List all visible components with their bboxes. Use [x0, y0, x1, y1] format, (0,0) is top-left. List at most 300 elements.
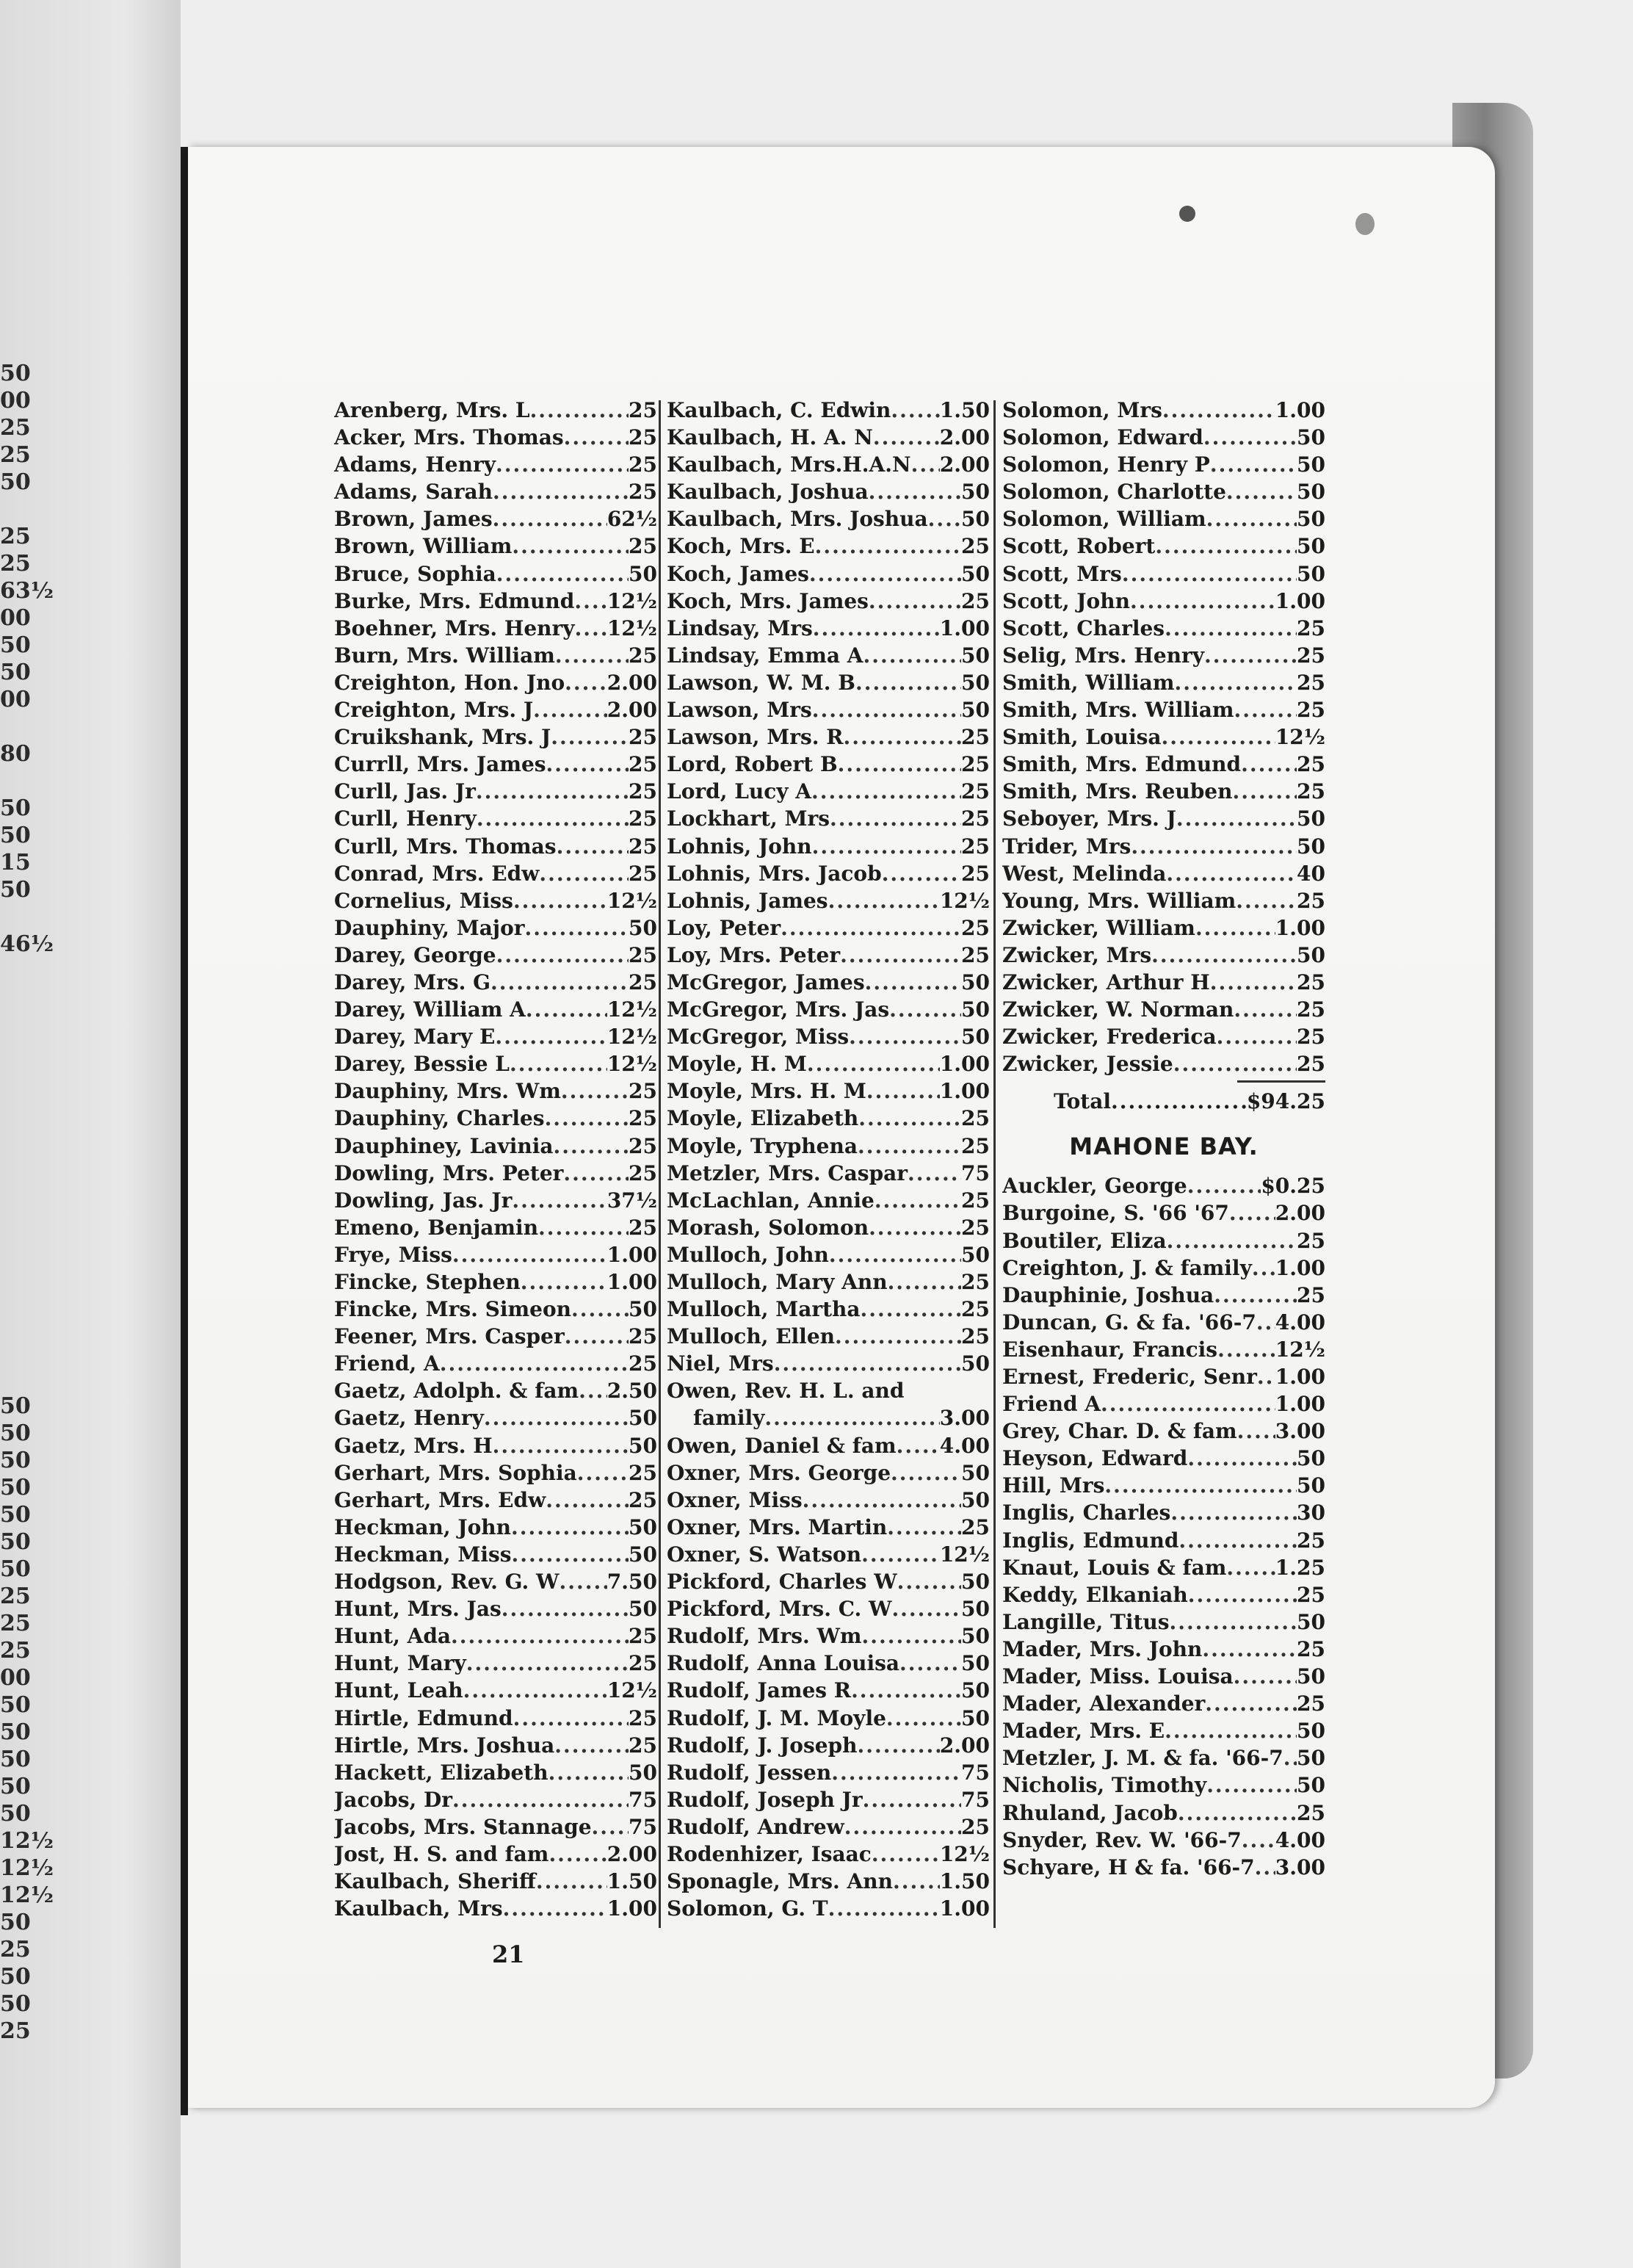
- list-item: [1002, 1499, 1325, 1526]
- subscriber-name: Smith, Mrs. Edmund: [1002, 752, 1242, 777]
- facing-page-amount: 12½: [0, 1828, 54, 1854]
- subscriber-name: Kaulbach, C. Edwin: [667, 398, 891, 422]
- subscription-amount: 25: [1297, 752, 1325, 777]
- subscription-amount: 25: [629, 1133, 657, 1158]
- facing-page-amount: [0, 1066, 44, 1094]
- subscriber-name: Burgoine, S. '66 '67: [1002, 1201, 1229, 1226]
- subscriber-name: Duncan, G. & fa. '66-7: [1002, 1310, 1256, 1335]
- subscriber-name: Scott, Robert: [1002, 534, 1156, 559]
- list-item: [667, 723, 990, 751]
- subscriber-name: Metzler, Mrs. Caspar: [667, 1160, 908, 1185]
- list-item: [667, 1404, 990, 1431]
- subscriber-name: Mulloch, John: [667, 1242, 829, 1267]
- subscription-amount: 25: [629, 861, 657, 886]
- subscription-amount: 2.00: [1275, 1201, 1325, 1226]
- list-item: [334, 1268, 657, 1296]
- list-item: [1002, 833, 1325, 860]
- list-item: [1002, 1608, 1325, 1636]
- subscription-amount: 50: [629, 1433, 657, 1458]
- subscription-amount: 50: [629, 1406, 657, 1431]
- list-item: [667, 1595, 990, 1622]
- subscriber-name: Zwicker, William: [1002, 915, 1195, 940]
- list-item: [667, 969, 990, 996]
- list-item: [334, 1813, 657, 1841]
- subscriber-name: Scott, Mrs: [1002, 561, 1122, 586]
- subscription-amount: 1.00: [1275, 398, 1325, 422]
- list-item: [667, 615, 990, 642]
- subscription-amount: 50: [961, 480, 990, 505]
- subscriber-name: Darey, Mary E: [334, 1025, 496, 1050]
- subscriber-name: Darey, Bessie L: [334, 1052, 510, 1077]
- list-item: [334, 478, 657, 505]
- subscriber-name: Lawson, W. M. B: [667, 670, 855, 695]
- list-item: [334, 1323, 657, 1350]
- list-item: [667, 1868, 990, 1895]
- list-item: [1002, 1690, 1325, 1717]
- subscriber-name: McGregor, James: [667, 969, 865, 994]
- subscription-amount: 25: [961, 1297, 990, 1322]
- subscription-amount: 12½: [607, 1052, 657, 1077]
- subscription-amount: 50: [1297, 806, 1325, 831]
- facing-page-amount: [0, 985, 44, 1012]
- subscription-amount: 25: [629, 1106, 657, 1131]
- subscription-amount: 25: [1297, 698, 1325, 723]
- subscriber-name: Smith, William: [1002, 670, 1175, 695]
- subscription-amount: 1.00: [939, 1052, 990, 1077]
- list-item: [667, 1023, 990, 1050]
- list-item: [334, 1350, 657, 1377]
- subscriber-name: family: [693, 1406, 765, 1431]
- subscriber-name: Rodenhizer, Isaac: [667, 1841, 872, 1866]
- facing-page-amount: 25: [0, 1937, 31, 1962]
- subscription-amount: 25: [629, 725, 657, 750]
- list-item: [667, 505, 990, 532]
- subscription-amount: 12½: [607, 615, 657, 640]
- subscriber-name: Knaut, Louis & fam: [1002, 1555, 1227, 1580]
- list-item: [334, 1568, 657, 1595]
- facing-page-amount: 63½: [0, 578, 54, 604]
- subscription-amount: 25: [629, 1079, 657, 1104]
- subscription-amount: 25: [1297, 1025, 1325, 1050]
- subscription-amount: 50: [961, 1651, 990, 1676]
- column-rule: [659, 400, 661, 1928]
- subscriber-name: Jacobs, Dr: [334, 1787, 452, 1812]
- list-item: [1002, 505, 1325, 532]
- subscription-amount: 25: [961, 861, 990, 886]
- list-item: [334, 1077, 657, 1105]
- subscription-amount: 1.50: [939, 398, 990, 422]
- list-item: [334, 1786, 657, 1813]
- subscriber-name: Solomon, G. T: [667, 1896, 828, 1921]
- subscriber-name: Gerhart, Mrs. Edw: [334, 1487, 546, 1512]
- subscription-amount: 25: [629, 425, 657, 450]
- subscriber-name: Lockhart, Mrs: [667, 806, 830, 831]
- subscriber-name: Curll, Mrs. Thomas: [334, 834, 557, 859]
- list-item: [1002, 723, 1325, 751]
- subscription-amount: 50: [1297, 1446, 1325, 1471]
- list-item: [667, 1895, 990, 1922]
- subscription-amount: 12½: [939, 888, 990, 913]
- list-item: [667, 560, 990, 588]
- list-item: [667, 424, 990, 451]
- list-item: [334, 914, 657, 942]
- subscription-amount: 4.00: [939, 1433, 990, 1458]
- subscription-amount: 1.00: [939, 615, 990, 640]
- book-gutter: [181, 147, 188, 2115]
- subscription-amount: 2.00: [607, 670, 657, 695]
- facing-page: [0, 0, 181, 2268]
- subscription-amount: 75: [961, 1787, 990, 1812]
- subscriber-name: Dauphinie, Joshua: [1002, 1282, 1214, 1307]
- subscriber-name: Kaulbach, H. A. N: [667, 425, 873, 450]
- subscriber-name: Curll, Henry: [334, 806, 477, 831]
- subscription-amount: 12½: [939, 1542, 990, 1567]
- list-item: [1002, 642, 1325, 669]
- subscriber-name: Frye, Miss: [334, 1242, 452, 1267]
- list-item: [1002, 1050, 1325, 1077]
- facing-page-amount: 50: [0, 1964, 31, 1990]
- list-item: [334, 1487, 657, 1514]
- subscription-amount: 25: [629, 1624, 657, 1649]
- subscription-amount: 62½: [607, 507, 657, 532]
- list-item: [667, 751, 990, 778]
- subscriber-name: Creighton, Mrs. J: [334, 698, 534, 723]
- facing-page-amount: 00: [0, 388, 31, 413]
- subscription-amount: 25: [1297, 997, 1325, 1022]
- list-item: [1002, 1254, 1325, 1282]
- list-item: [667, 1105, 990, 1132]
- subscriber-name: Friend, A: [334, 1351, 440, 1376]
- list-item: [334, 696, 657, 723]
- subscription-amount: 25: [1297, 1800, 1325, 1825]
- subscriber-name: Koch, James: [667, 561, 809, 586]
- subscription-amount: 50: [961, 1460, 990, 1485]
- subscriber-name: Mulloch, Mary Ann: [667, 1270, 888, 1294]
- list-item: [667, 1323, 990, 1350]
- list-item: [334, 1622, 657, 1650]
- subscription-amount: 50: [629, 915, 657, 940]
- subscriber-name: Mader, Alexander: [1002, 1691, 1206, 1716]
- subscription-amount: 25: [961, 942, 990, 967]
- subscription-amount: 25: [629, 452, 657, 477]
- subscriber-name: Mulloch, Ellen: [667, 1324, 835, 1349]
- subscription-amount: 3.00: [939, 1406, 990, 1431]
- subscription-amount: 25: [629, 1215, 657, 1240]
- facing-page-amount: 50: [0, 1747, 31, 1772]
- subscriber-name: Hunt, Mrs. Jas: [334, 1597, 502, 1622]
- subscription-amount: 25: [629, 1487, 657, 1512]
- subscriber-name: Loy, Mrs. Peter: [667, 942, 841, 967]
- list-item: [667, 887, 990, 914]
- subscriber-name: Lord, Robert B: [667, 752, 838, 777]
- subscription-amount: 25: [961, 834, 990, 859]
- subscription-amount: 50: [1297, 1746, 1325, 1771]
- subscription-amount: 12½: [607, 997, 657, 1022]
- facing-page-amount: 46½: [0, 931, 54, 957]
- subscription-amount: 25: [1297, 1691, 1325, 1716]
- subscription-amount: 25: [1297, 969, 1325, 994]
- list-item: [1002, 1445, 1325, 1472]
- list-item: [1002, 1854, 1325, 1881]
- subscriber-name: Darey, Mrs. G: [334, 969, 490, 994]
- list-item: [1002, 615, 1325, 642]
- facing-page-amount: 50: [0, 877, 31, 903]
- subscription-amount: 25: [961, 1514, 990, 1539]
- list-item: [667, 1841, 990, 1868]
- subscriber-name: Loy, Peter: [667, 915, 781, 940]
- subscription-amount: 50: [961, 698, 990, 723]
- subscription-amount: 50: [1297, 452, 1325, 477]
- subscriber-name: Dauphiney, Lavinia: [334, 1133, 554, 1158]
- list-item: [1002, 942, 1325, 969]
- list-item: [334, 1404, 657, 1431]
- subscription-amount: 2.00: [939, 452, 990, 477]
- subscription-amount: 2.00: [939, 1733, 990, 1758]
- list-item: [1002, 1309, 1325, 1336]
- list-item: [667, 805, 990, 832]
- subscriber-name: Dauphiny, Charles: [334, 1106, 545, 1131]
- facing-page-amount: 25: [0, 442, 31, 468]
- list-item: [334, 1650, 657, 1677]
- subscription-amount: 50: [961, 1705, 990, 1730]
- subscription-amount: 25: [1297, 1636, 1325, 1661]
- subscriber-name: Conrad, Mrs. Edw: [334, 861, 540, 886]
- subscriber-name: Lohnis, John: [667, 834, 812, 859]
- list-item: [334, 996, 657, 1023]
- subscriber-name: Kaulbach, Mrs. Joshua: [667, 507, 928, 532]
- subscriber-name: Nicholis, Timothy: [1002, 1773, 1207, 1798]
- subscriber-name: Adams, Henry: [334, 452, 496, 477]
- subscriber-name: Kaulbach, Mrs.H.A.N: [667, 452, 911, 477]
- list-item: [334, 1432, 657, 1459]
- facing-page-amount: 25: [0, 1583, 31, 1609]
- list-item: [667, 1705, 990, 1732]
- list-item: [334, 642, 657, 669]
- subscription-amount: 30: [1297, 1500, 1325, 1525]
- subscriber-name: Creighton, Hon. Jno: [334, 670, 565, 695]
- facing-page-amount: 50: [0, 1774, 31, 1799]
- subscription-amount: 1.00: [1275, 915, 1325, 940]
- column-rule: [993, 400, 996, 1928]
- subscriber-name: Hodgson, Rev. G. W: [334, 1570, 560, 1595]
- subscription-amount: 50: [961, 561, 990, 586]
- subscriber-name: Arenberg, Mrs. L: [334, 398, 530, 422]
- facing-page-amount: 80: [0, 741, 31, 767]
- list-item: [1002, 397, 1325, 424]
- subscriber-name: Young, Mrs. William: [1002, 888, 1236, 913]
- list-item: [334, 560, 657, 588]
- subscription-amount: 25: [961, 1215, 990, 1240]
- subscription-amount: 75: [961, 1760, 990, 1785]
- list-item: [667, 478, 990, 505]
- subscription-amount: 12½: [939, 1841, 990, 1866]
- facing-page-amount: [0, 496, 44, 523]
- list-item: [334, 1595, 657, 1622]
- list-item: [334, 1296, 657, 1323]
- subscriber-name: Lindsay, Emma A: [667, 643, 863, 668]
- facing-page-amounts: [0, 360, 54, 2045]
- subscription-amount: 25: [629, 480, 657, 505]
- subscription-amount: 25: [961, 779, 990, 804]
- subscription-amount: 25: [961, 1270, 990, 1294]
- subscription-amount: 50: [1297, 561, 1325, 586]
- subscription-amount: 25: [961, 1188, 990, 1213]
- list-item: [667, 1514, 990, 1541]
- subscriber-name: Boutiler, Eliza: [1002, 1228, 1167, 1253]
- subscriber-name: Heckman, Miss: [334, 1542, 512, 1567]
- subscription-amount: 12½: [1275, 1337, 1325, 1362]
- subscriber-name: Bruce, Sophia: [334, 561, 496, 586]
- subscriber-name: Rudolf, J. M. Moyle: [667, 1705, 886, 1730]
- list-item: [1002, 1172, 1325, 1199]
- facing-page-amount: 12½: [0, 1855, 54, 1881]
- subscriber-name: Gaetz, Henry: [334, 1406, 484, 1431]
- facing-page-amount: 25: [0, 1611, 31, 1636]
- list-item: [1002, 560, 1325, 588]
- list-item: [334, 778, 657, 805]
- subscription-amount: 25: [1297, 643, 1325, 668]
- subscriber-name: Grey, Char. D. & fam: [1002, 1419, 1237, 1444]
- list-item: [1002, 696, 1325, 723]
- facing-page-amount: 00: [0, 1665, 31, 1691]
- list-item: [667, 1568, 990, 1595]
- subscriber-name: Heckman, John: [334, 1514, 511, 1539]
- subscriber-name: Fincke, Mrs. Simeon: [334, 1297, 571, 1322]
- subscriber-name: Ernest, Frederic, Senr: [1002, 1365, 1257, 1389]
- subscription-amount: 50: [961, 643, 990, 668]
- facing-page-amount: 25: [0, 524, 31, 549]
- list-item: [667, 1813, 990, 1841]
- subscriber-name: McGregor, Mrs. Jas: [667, 997, 890, 1022]
- subscription-amount: 50: [1297, 1473, 1325, 1498]
- subscription-amount: 25: [1297, 670, 1325, 695]
- list-item: [667, 1786, 990, 1813]
- subscription-amount: 50: [961, 1487, 990, 1512]
- subscriber-name: Seboyer, Mrs. J: [1002, 806, 1176, 831]
- facing-page-amount: 50: [0, 1692, 31, 1718]
- subscriber-name: Sponagle, Mrs. Ann: [667, 1869, 893, 1894]
- list-item: [667, 588, 990, 615]
- subscription-amount: 25: [1297, 1582, 1325, 1607]
- list-item: [334, 887, 657, 914]
- facing-page-amount: 50: [0, 823, 31, 848]
- subscription-amount: 1.00: [1275, 1255, 1325, 1280]
- subscriber-name: Schyare, H & fa. '66-7: [1002, 1855, 1255, 1879]
- facing-page-amount: 50: [0, 1910, 31, 1935]
- subscriber-name: Darey, George: [334, 942, 496, 967]
- list-item: [667, 833, 990, 860]
- subscriber-name: Rudolf, Anna Louisa: [667, 1651, 900, 1676]
- list-item: [334, 1459, 657, 1487]
- list-item: [334, 1677, 657, 1704]
- list-item: [334, 942, 657, 969]
- subscription-amount: $0.25: [1261, 1174, 1325, 1199]
- subscription-amount: 3.00: [1275, 1419, 1325, 1444]
- subscriber-name: Zwicker, Arthur H: [1002, 969, 1210, 994]
- subscription-amount: 25: [1297, 779, 1325, 804]
- list-item: [1002, 1390, 1325, 1418]
- list-item: [1002, 1363, 1325, 1390]
- facing-page-amount: 15: [0, 850, 31, 875]
- subscriber-name: Snyder, Rev. W. '66-7: [1002, 1827, 1242, 1852]
- subscription-amount: 1.50: [607, 1869, 657, 1894]
- list-item: [334, 669, 657, 696]
- facing-page-amount: [0, 1148, 44, 1175]
- subscription-amount: 1.00: [607, 1270, 657, 1294]
- subscriber-name: Solomon, Edward: [1002, 425, 1203, 450]
- subscriber-name: Trider, Mrs: [1002, 834, 1131, 859]
- subscriber-name: Solomon, Mrs: [1002, 398, 1162, 422]
- subscriber-name: Dauphiny, Major: [334, 915, 525, 940]
- subscriber-name: Hunt, Leah: [334, 1678, 463, 1703]
- page-speck: [1179, 206, 1195, 222]
- list-item: [667, 1160, 990, 1187]
- list-item: [334, 451, 657, 478]
- subscription-amount: 50: [961, 997, 990, 1022]
- list-item: [667, 1650, 990, 1677]
- subscriber-name: Cornelius, Miss: [334, 888, 513, 913]
- list-item: [667, 1296, 990, 1323]
- subscriber-name: Oxner, S. Watson: [667, 1542, 862, 1567]
- list-item: [667, 1077, 990, 1105]
- list-item: [1002, 1581, 1325, 1608]
- list-item: [667, 1050, 990, 1077]
- list-item: [667, 1432, 990, 1459]
- list-item: [334, 532, 657, 560]
- subscriber-name: Mulloch, Martha: [667, 1297, 861, 1322]
- list-item: [334, 833, 657, 860]
- facing-page-amount: [0, 1338, 44, 1365]
- list-item: [667, 1268, 990, 1296]
- subscription-amount: 25: [1297, 1282, 1325, 1307]
- list-item: [1002, 1418, 1325, 1445]
- list-item: [334, 1214, 657, 1241]
- subscription-amount: 3.00: [1275, 1855, 1325, 1879]
- facing-page-amount: [0, 768, 44, 795]
- subscription-amount: 1.50: [939, 1869, 990, 1894]
- facing-page-amount: [0, 1202, 44, 1229]
- subscription-amount: 50: [961, 1597, 990, 1622]
- subscriber-name: Auckler, George: [1002, 1174, 1187, 1199]
- facing-page-amount: [0, 1229, 44, 1257]
- list-item: [1002, 1227, 1325, 1254]
- subscription-amount: 50: [1297, 1664, 1325, 1689]
- subscription-amount: 50: [1297, 480, 1325, 505]
- list-item: [667, 1759, 990, 1786]
- subscription-amount: 4.00: [1275, 1827, 1325, 1852]
- subscription-amount: 25: [629, 1324, 657, 1349]
- subscription-amount: 25: [629, 806, 657, 831]
- facing-page-amount: 25: [0, 2018, 31, 2044]
- list-item: [1002, 1527, 1325, 1554]
- list-item: [334, 1187, 657, 1214]
- subscription-amount: 50: [1297, 507, 1325, 532]
- subscription-amount: 50: [961, 1351, 990, 1376]
- facing-page-amount: 12½: [0, 1882, 54, 1908]
- subscriber-name: Burke, Mrs. Edmund: [334, 588, 575, 613]
- list-item: [1002, 1663, 1325, 1690]
- subscription-amount: 25: [961, 806, 990, 831]
- subscription-amount: 75: [629, 1814, 657, 1839]
- subscriber-name: Burn, Mrs. William: [334, 643, 555, 668]
- subscription-amount: 25: [629, 969, 657, 994]
- subscription-amount: 1.00: [939, 1079, 990, 1104]
- list-item: [334, 1023, 657, 1050]
- list-item: [334, 1705, 657, 1732]
- subscriber-name: Lohnis, James: [667, 888, 828, 913]
- list-item: [667, 451, 990, 478]
- facing-page-amount: 00: [0, 687, 31, 712]
